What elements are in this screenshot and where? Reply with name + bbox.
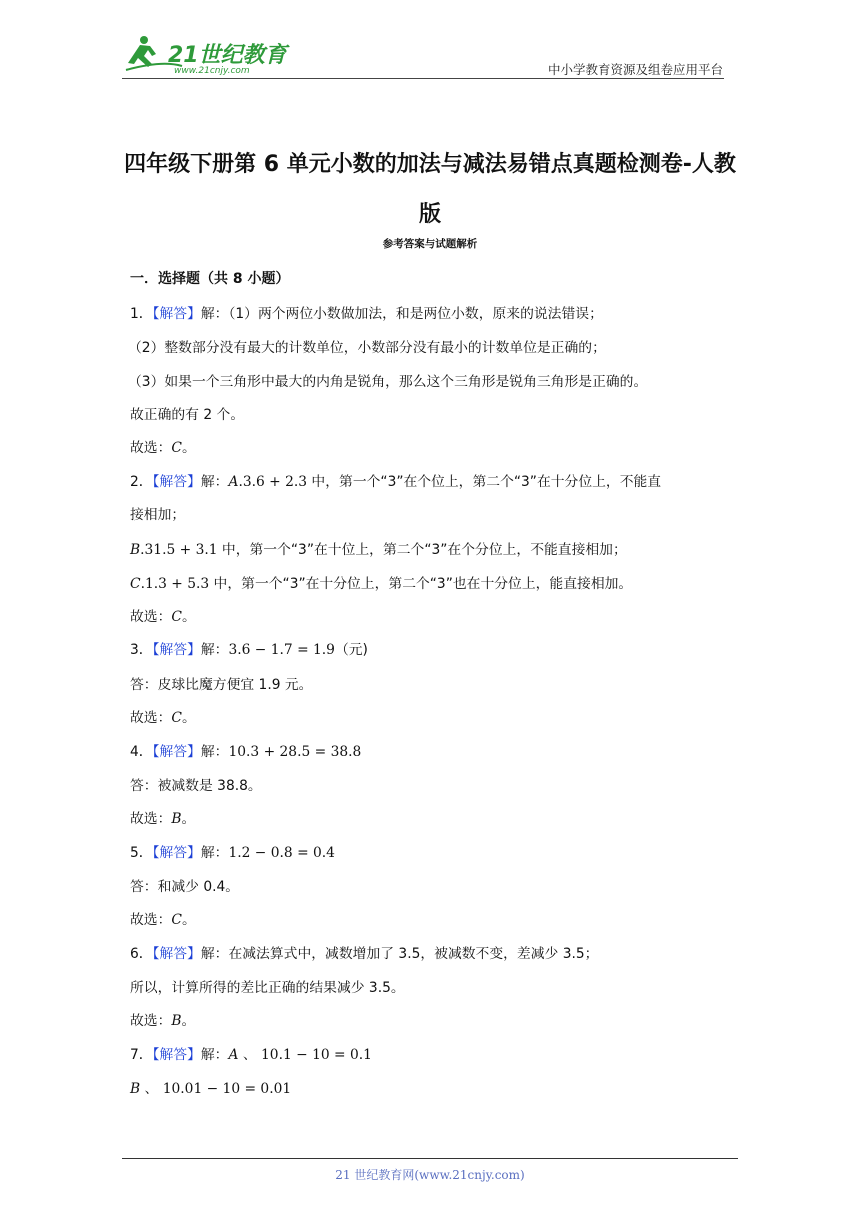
q5-prefix: 解： <box>200 845 229 861</box>
choice-suffix: 。 <box>181 609 196 625</box>
footer-divider <box>122 1158 738 1159</box>
answer-tag[interactable]: 【解答】 <box>152 474 201 490</box>
header-platform-name: 中小学教育资源及组卷应用平台 <box>547 62 723 77</box>
q7-line-1 <box>130 1045 372 1065</box>
q3-prefix: 解： <box>200 642 229 658</box>
q6-number: 6． <box>130 946 153 962</box>
option-letter: A <box>228 1047 239 1063</box>
q2-text: 中，第一个“3”在个位上，第二个“3”在十分位上，不能直 <box>307 474 662 490</box>
q3-line-2: 答：皮球比魔方便宜 1.9 元。 <box>130 677 313 693</box>
q2-choice <box>130 607 196 627</box>
footer-link[interactable]: 21 世纪教育网(www.21cnjy.com) <box>335 1168 525 1182</box>
q2-prefix: 解： <box>200 474 229 490</box>
q2-line-2: 接相加； <box>130 507 186 523</box>
math-expression: 10.3 + 28.5 = 38.8 <box>228 744 362 760</box>
q6-line-2: 所以，计算所得的差比正确的结果减少 3.5。 <box>130 980 405 996</box>
q2-text: 中，第一个“3”在十分位上，第二个“3”也在十分位上，能直接相加。 <box>209 576 633 592</box>
math-expression: .1.3 + 5.3 <box>140 576 210 592</box>
choice-prefix: 故选： <box>130 609 172 625</box>
option-separator: 、 <box>140 1081 163 1097</box>
q4-number: 4． <box>130 744 153 760</box>
q1-line-2: （2）整数部分没有最大的计数单位，小数部分没有最小的计数单位是正确的； <box>128 340 606 356</box>
q1-choice <box>130 438 196 458</box>
choice-letter: B <box>171 811 182 827</box>
option-separator: 、 <box>238 1047 262 1063</box>
math-expression: 10.01 − 10 = 0.01 <box>162 1081 292 1097</box>
q1-line-3: （3）如果一个三角形中最大的内角是锐角，那么这个三角形是锐角三角形是正确的。 <box>128 374 648 390</box>
option-letter: C <box>130 576 141 592</box>
choice-prefix: 故选： <box>130 912 172 928</box>
answer-tag[interactable]: 【解答】 <box>152 946 201 962</box>
q3-number: 3． <box>130 642 153 658</box>
logo-text: 21世纪教育 <box>168 43 287 68</box>
q4-line-2: 答：被减数是 38.8。 <box>130 778 262 794</box>
choice-letter: C <box>171 609 182 625</box>
section-heading: 一．选择题（共 8 小题） <box>130 271 290 287</box>
q2-line-1 <box>130 472 661 492</box>
choice-letter: C <box>171 440 182 456</box>
q6-text: 解：在减法算式中，减数增加了 3.5，被减数不变，差减少 3.5； <box>200 946 599 962</box>
unit-label: （元) <box>334 642 368 658</box>
title-line-2: 版 <box>418 202 441 227</box>
q2-number: 2． <box>130 474 153 490</box>
q1-line-1 <box>130 304 603 324</box>
q5-line-2: 答：和减少 0.4。 <box>130 879 240 895</box>
choice-suffix: 。 <box>181 912 196 928</box>
answer-tag[interactable]: 【解答】 <box>152 845 201 861</box>
option-letter: B <box>130 542 141 558</box>
answer-tag[interactable]: 【解答】 <box>152 306 201 322</box>
choice-suffix: 。 <box>181 440 196 456</box>
q7-number: 7． <box>130 1047 153 1063</box>
q5-number: 5． <box>130 845 153 861</box>
q1-text: 解：（1）两个两位小数做加法，和是两位小数，原来的说法错误； <box>200 306 603 322</box>
q7-line-2 <box>130 1079 291 1099</box>
answer-tag[interactable]: 【解答】 <box>152 1047 201 1063</box>
q4-choice <box>130 809 195 829</box>
answer-tag[interactable]: 【解答】 <box>152 744 201 760</box>
math-expression: .3.6 + 2.3 <box>238 474 308 490</box>
math-expression: 1.2 − 0.8 = 0.4 <box>228 845 335 861</box>
q5-line-1 <box>130 843 335 863</box>
q6-line-1 <box>130 944 598 964</box>
q4-line-1 <box>130 742 361 762</box>
choice-suffix: 。 <box>181 1013 196 1029</box>
q1-number: 1． <box>130 306 153 322</box>
document-subtitle: 参考答案与试题解析 <box>382 238 478 250</box>
math-expression: .31.5 + 3.1 <box>140 542 218 558</box>
choice-prefix: 故选： <box>130 811 172 827</box>
math-expression: 3.6 − 1.7 = 1.9 <box>228 642 335 658</box>
logo-url: www.21cnjy.com <box>174 66 250 76</box>
q2-line-4 <box>130 574 632 594</box>
q2-line-3 <box>130 540 627 560</box>
choice-suffix: 。 <box>181 710 196 726</box>
q2-text: 中，第一个“3”在十位上，第二个“3”在个分位上，不能直接相加； <box>217 542 627 558</box>
site-logo[interactable] <box>122 30 292 82</box>
header-divider <box>122 78 724 79</box>
choice-letter: B <box>171 1013 182 1029</box>
title-line-1: 四年级下册第 6 单元小数的加法与减法易错点真题检测卷-人教 <box>124 152 736 177</box>
q3-line-1 <box>130 640 368 660</box>
choice-prefix: 故选： <box>130 1013 172 1029</box>
q7-prefix: 解： <box>200 1047 229 1063</box>
option-letter: B <box>130 1081 141 1097</box>
choice-prefix: 故选： <box>130 710 172 726</box>
math-expression: 10.1 − 10 = 0.1 <box>261 1047 372 1063</box>
choice-letter: C <box>171 710 182 726</box>
choice-suffix: 。 <box>181 811 196 827</box>
choice-letter: C <box>171 912 182 928</box>
q4-prefix: 解： <box>200 744 229 760</box>
choice-prefix: 故选： <box>130 440 172 456</box>
option-letter: A <box>228 474 239 490</box>
q3-choice <box>130 708 196 728</box>
document-title <box>120 140 740 240</box>
q1-line-4: 故正确的有 2 个。 <box>130 407 245 423</box>
q5-choice <box>130 910 196 930</box>
q6-choice <box>130 1011 195 1031</box>
answer-tag[interactable]: 【解答】 <box>152 642 201 658</box>
